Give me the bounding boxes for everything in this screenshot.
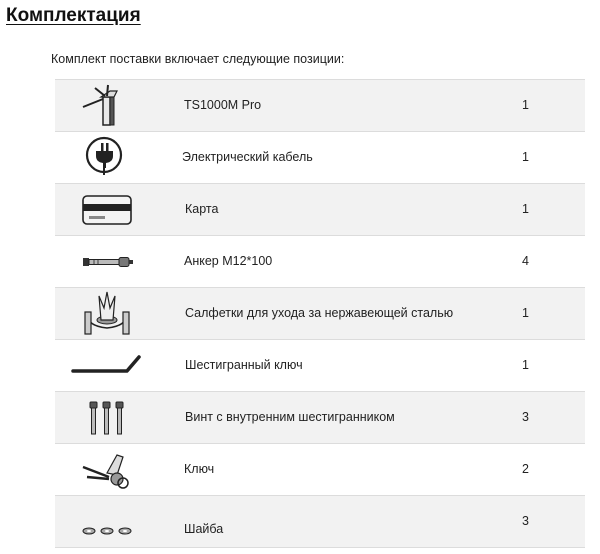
item-quantity: 4: [522, 254, 529, 268]
table-row: [55, 132, 585, 184]
table-row: [55, 80, 585, 132]
item-quantity: 3: [522, 410, 529, 424]
item-quantity: 3: [522, 514, 529, 528]
power-plug-icon: [55, 132, 159, 183]
item-name: Анкер M12*100: [184, 254, 273, 268]
item-name: Шайба: [184, 522, 224, 536]
item-name: Ключ: [184, 462, 215, 476]
table-row: [55, 496, 585, 548]
table-row: [55, 236, 585, 288]
item-quantity: 1: [522, 306, 529, 320]
cleaning-wipes-icon: [55, 288, 159, 339]
item-quantity: 2: [522, 462, 529, 476]
item-name: Винт с внутренним шестигранником: [185, 410, 395, 424]
hex-key-icon: [55, 340, 159, 391]
item-name: Шестигранный ключ: [185, 358, 303, 372]
card-icon: [55, 184, 159, 235]
table-row: [55, 288, 585, 340]
item-name: Карта: [185, 202, 219, 216]
keys-icon: [55, 444, 159, 495]
table-row: [55, 444, 585, 496]
page-title: Комплектация: [6, 5, 141, 26]
package-contents-table: [55, 79, 585, 548]
intro-text: Комплект поставки включает следующие позиции:: [51, 52, 345, 66]
anchor-bolt-icon: [55, 236, 159, 287]
turnstile-icon: [55, 80, 159, 131]
item-name: Салфетки для ухода за нержавеющей сталью: [185, 306, 454, 320]
item-quantity: 1: [522, 202, 529, 216]
washers-icon: [55, 496, 159, 547]
item-quantity: 1: [522, 150, 529, 164]
table-row: [55, 340, 585, 392]
item-name: TS1000M Pro: [184, 98, 262, 112]
table-row: [55, 392, 585, 444]
hex-socket-screws-icon: [55, 392, 159, 443]
item-quantity: 1: [522, 98, 529, 112]
table-row: [55, 184, 585, 236]
item-name: Электрический кабель: [182, 150, 313, 164]
item-quantity: 1: [522, 358, 529, 372]
